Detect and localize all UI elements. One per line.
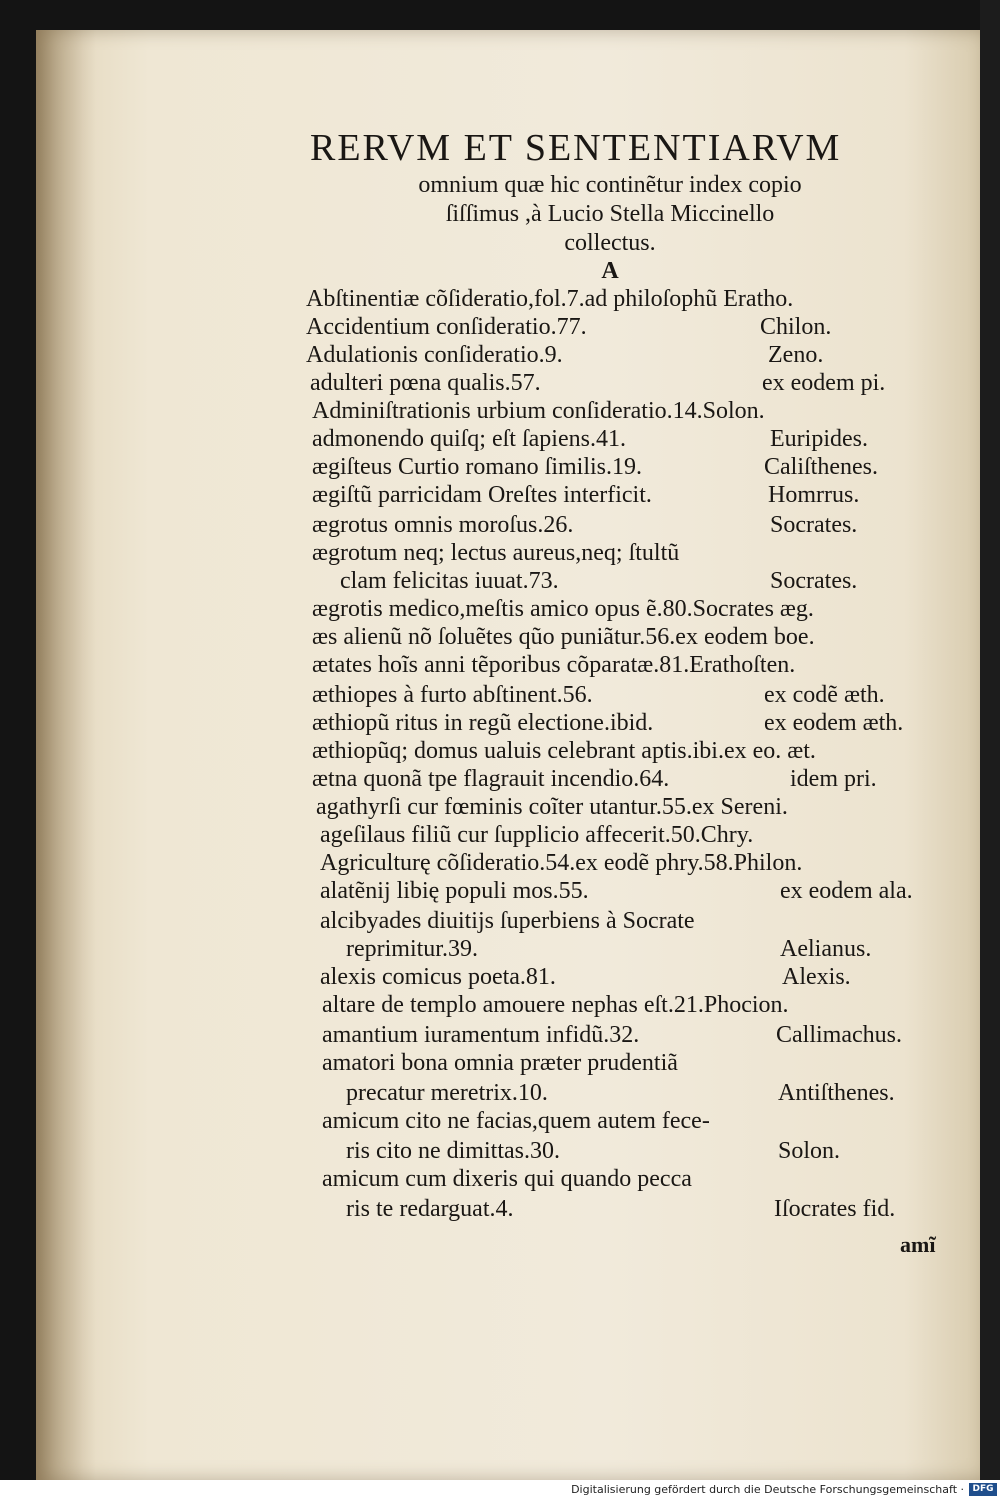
index-entry-text: altare de templo amouere nephas eſt.21.Phocion. (322, 992, 789, 1018)
index-entry-text: alatẽnij libię populi mos.55. (320, 878, 589, 904)
footer-credit: Digitalisierung gefördert durch die Deutsche Forschungsgemeinschaft · (571, 1483, 964, 1496)
index-entry-text: æthiopũ ritus in regũ electione.ibid. (312, 710, 654, 736)
index-entry-text: alexis comicus poeta.81. (320, 964, 556, 990)
index-entry-text: ageſilaus filiũ cur ſupplicio affecerit.50.Chry. (320, 822, 754, 848)
page-gutter-shadow (36, 30, 96, 1480)
index-entry-text: amicum cito ne facias,quem autem fece- (322, 1108, 710, 1134)
index-entry-text: amantium iuramentum infidũ.32. (322, 1022, 640, 1048)
index-entry-source: ex eodem æth. (764, 710, 904, 736)
index-entry-source: Callimachus. (776, 1022, 902, 1048)
index-entry-source: ex eodem pi. (762, 370, 886, 396)
subtitle-line-1: omnium quæ hic continẽtur index copio (418, 172, 802, 198)
index-entry-text: æthiopes à furto abſtinent.56. (312, 682, 593, 708)
index-entry-text: Adulationis conſideratio.9. (306, 342, 563, 368)
index-entry-source: Homrrus. (768, 482, 860, 508)
index-entry-text: Abſtinentiæ cõſideratio,fol.7.ad philoſophũ Eratho. (306, 286, 794, 312)
index-entry-text: æs alienũ nõ ſoluẽtes qũo puniãtur.56.ex eodem boe. (312, 624, 815, 650)
catchword: amĩ (900, 1232, 936, 1257)
index-entry-source: Euripides. (770, 426, 868, 452)
subtitle-line-2: ſiſſimus ,à Lucio Stella Miccinello (445, 201, 775, 227)
index-entry-source: idem pri. (790, 766, 877, 792)
index-entry-source: ex codẽ æth. (764, 682, 885, 708)
index-entry-text: ægiſteus Curtio romano ſimilis.19. (312, 454, 642, 480)
index-entry-text: ætates hoĩs anni tẽporibus cõparatæ.81.Erathoſten. (312, 652, 796, 678)
subtitle-line-3: collectus. (564, 230, 656, 256)
index-entry-text: agathyrſi cur fœminis coĩter utantur.55.ex Sereni. (316, 794, 788, 820)
section-letter: A (601, 258, 619, 284)
index-entry-text: reprimitur.39. (346, 936, 478, 962)
index-entry-text: Adminiſtrationis urbium conſideratio.14.Solon. (312, 398, 765, 424)
dfg-logo-icon: DFG (969, 1483, 997, 1496)
index-entry-source: Chilon. (760, 314, 832, 340)
index-entry-source: Antiſthenes. (778, 1080, 895, 1106)
index-entry-text: precatur meretrix.10. (346, 1080, 548, 1106)
index-entry-text: ætna quonã tpe flagrauit incendio.64. (312, 766, 670, 792)
index-entry-source: Caliſthenes. (764, 454, 878, 480)
index-entry-source: ex eodem ala. (780, 878, 913, 904)
index-entry-source: Socrates. (770, 568, 858, 594)
index-entry-source: Solon. (778, 1138, 841, 1164)
page-edge (980, 0, 1000, 1480)
index-entry-text: æthiopũq; domus ualuis celebrant aptis.ibi.ex eo. æt. (312, 738, 816, 764)
index-entry-text: admonendo quiſq; eſt ſapiens.41. (312, 426, 626, 452)
index-entry-source: Alexis. (782, 964, 851, 990)
index-entry-source: Zeno. (768, 342, 824, 368)
index-entry-source: Aelianus. (780, 936, 872, 962)
index-entry-text: amicum cum dixeris qui quando pecca (322, 1166, 692, 1192)
index-entry-text: adulteri pœna qualis.57. (310, 370, 541, 396)
index-entry-text: ægrotus omnis moroſus.26. (312, 512, 574, 538)
index-entry-text: alcibyades diuitijs ſuperbiens à Socrate (320, 908, 695, 934)
index-entry-source: Socrates. (770, 512, 858, 538)
index-entry-text: Agriculturę cõſideratio.54.ex eodẽ phry.58.Philon. (320, 850, 803, 876)
index-entry-text: amatori bona omnia præter prudentiã (322, 1050, 678, 1076)
page-title: RERVM ET SENTENTIARVM (310, 127, 842, 169)
index-entry-text: ris te redarguat.4. (346, 1196, 514, 1222)
index-entry-source: Iſocrates fid. (774, 1196, 896, 1222)
index-entry-text: Accidentium conſideratio.77. (306, 314, 587, 340)
footer-bar (0, 1480, 1000, 1500)
index-entry-text: ægiſtũ parricidam Oreſtes interficit. (312, 482, 652, 508)
index-entry-text: ægrotum neq; lectus aureus,neq; ſtultũ (312, 540, 680, 566)
index-entry-text: clam felicitas iuuat.73. (340, 568, 559, 594)
index-entry-text: ris cito ne dimittas.30. (346, 1138, 560, 1164)
index-entry-text: ægrotis medico,meſtis amico opus ẽ.80.Socrates æg. (312, 596, 814, 622)
